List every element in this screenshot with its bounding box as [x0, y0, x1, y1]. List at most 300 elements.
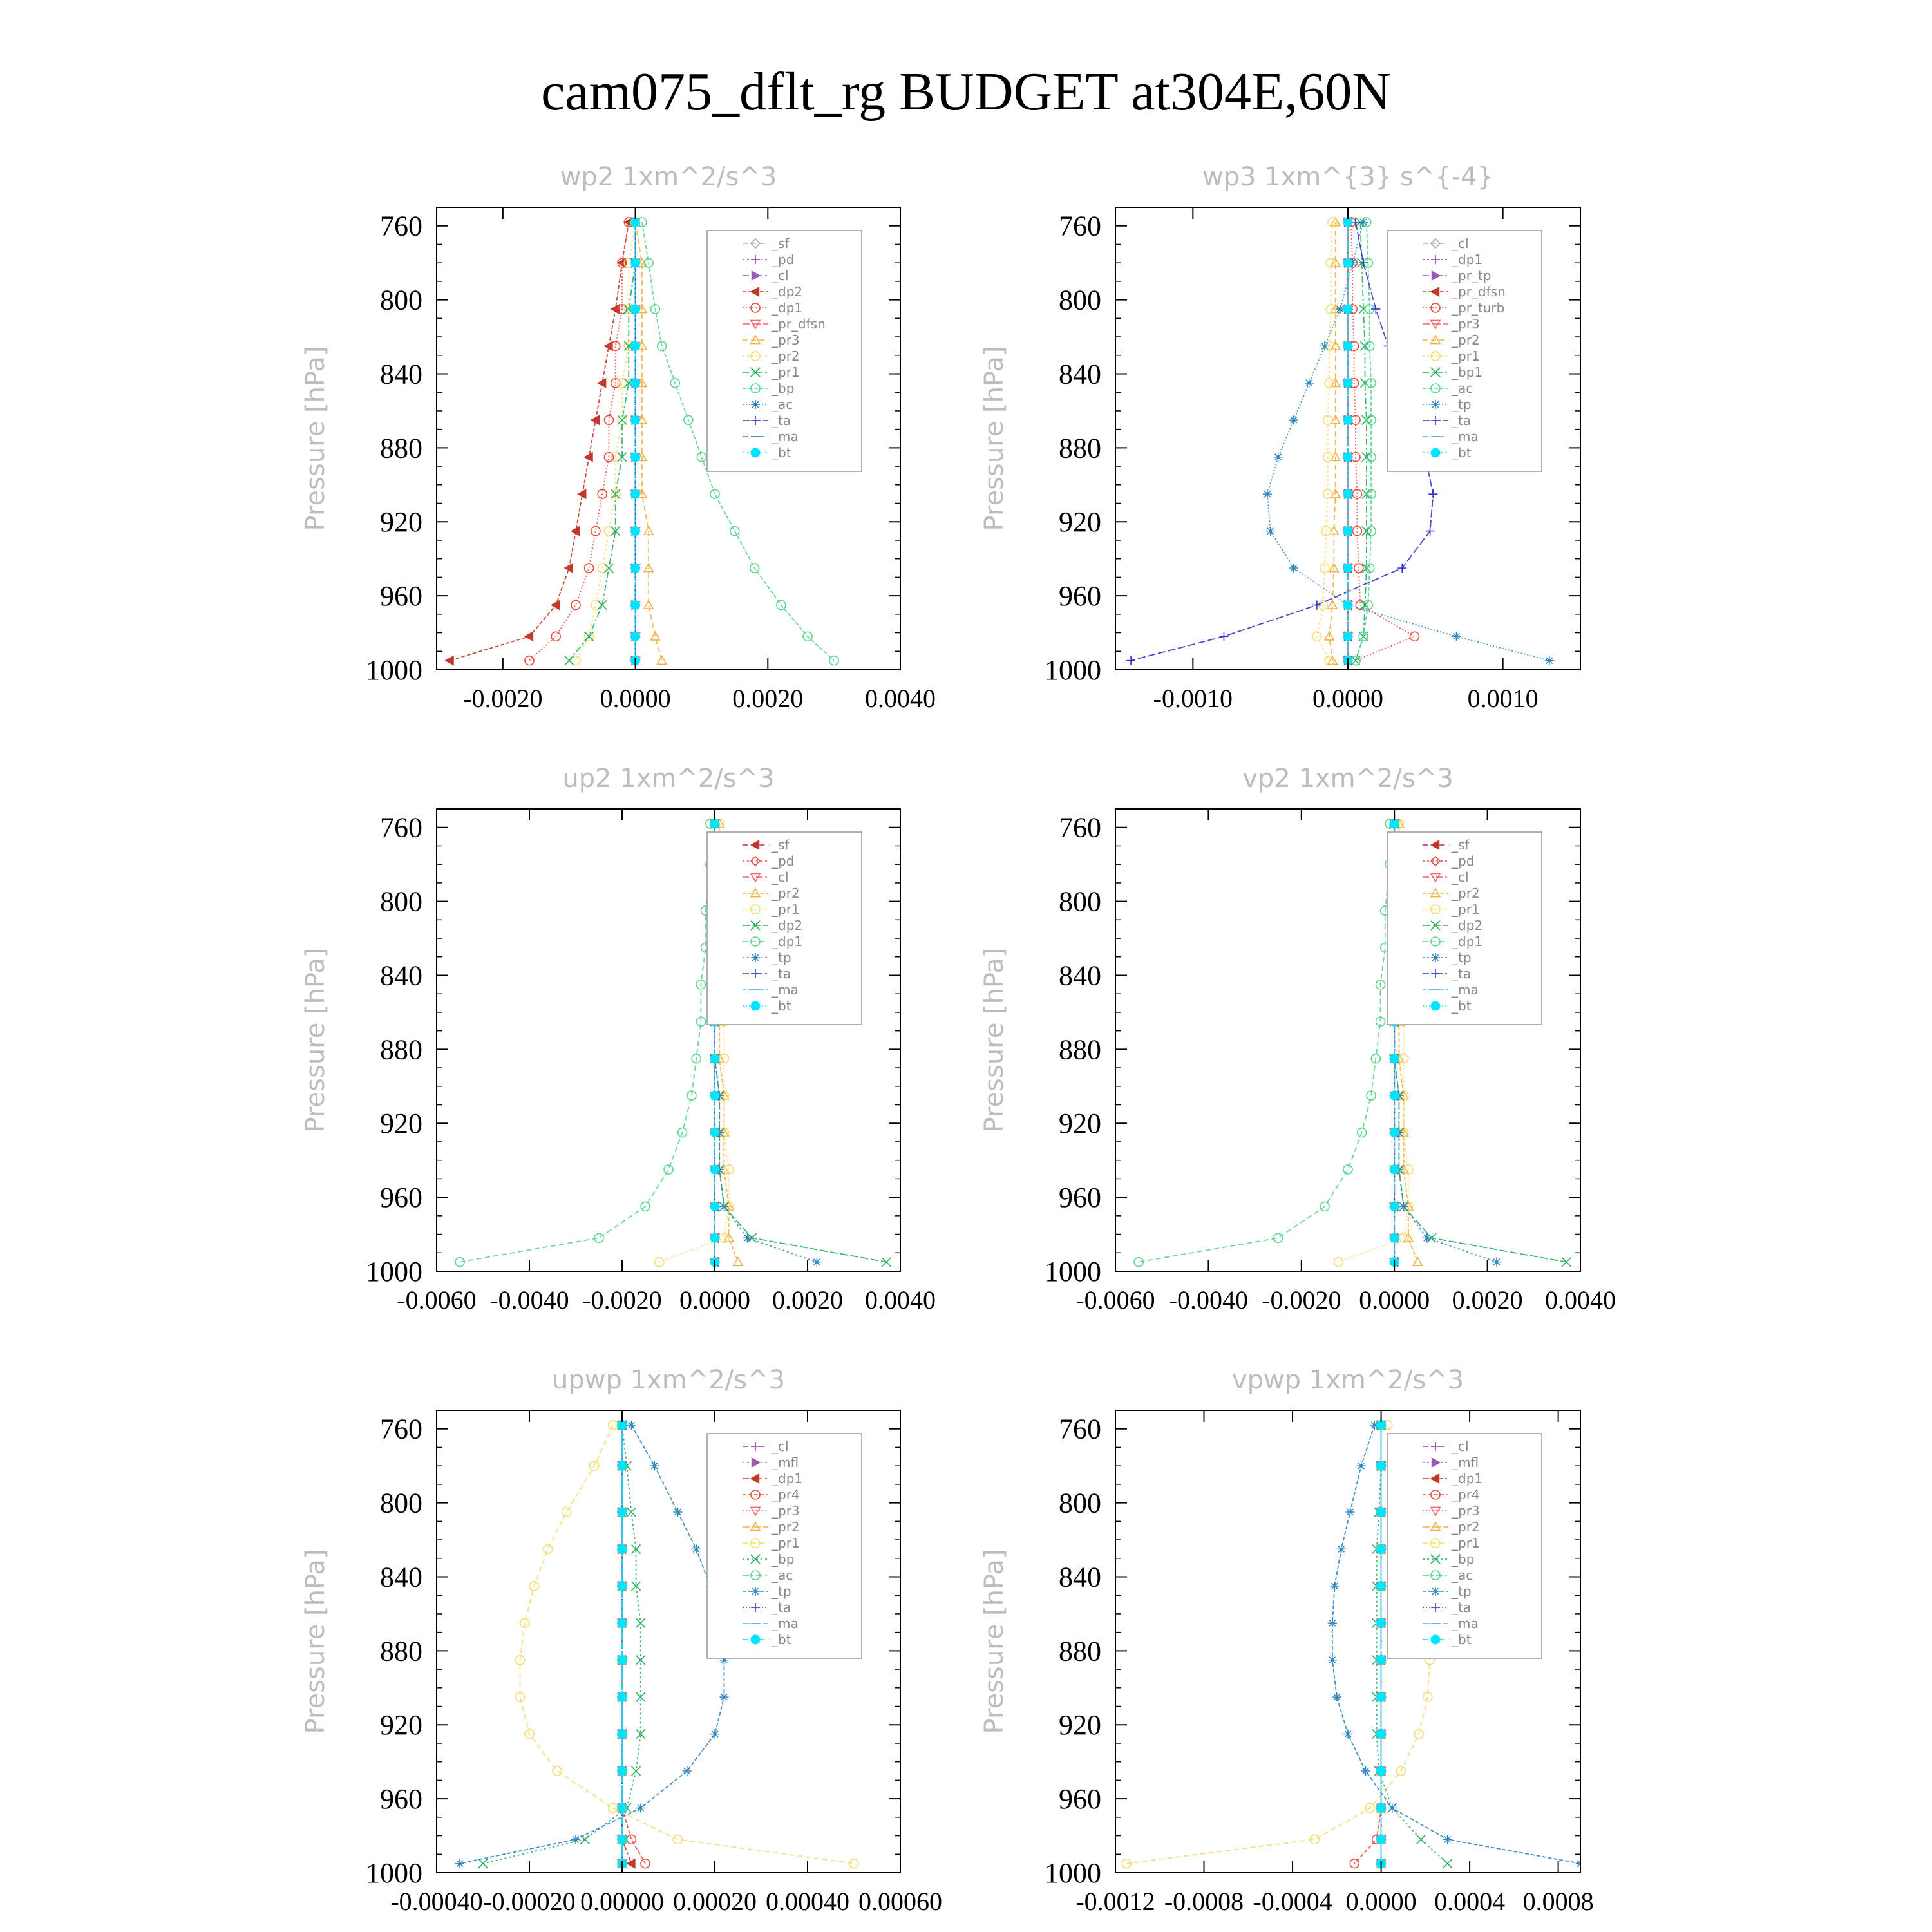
data-point-bt — [618, 1544, 627, 1553]
data-point-bt — [1390, 1091, 1399, 1100]
y-tick-label: 920 — [380, 1108, 422, 1140]
legend-label: _bt — [1452, 445, 1472, 460]
data-point-tp — [1443, 1835, 1452, 1844]
data-point-tp — [673, 1508, 682, 1517]
legend-label: _cl — [1452, 1439, 1469, 1454]
data-point-tp — [1274, 453, 1283, 462]
data-point-bt — [1343, 564, 1352, 573]
data-point-pr_turb — [1352, 527, 1361, 536]
legend-label: _pr4 — [1452, 1487, 1480, 1502]
legend-label: _pr2 — [1452, 332, 1480, 348]
x-tick-label: 0.00060 — [858, 1887, 942, 1916]
data-point-bt — [631, 218, 640, 227]
data-point-tp — [1343, 1730, 1352, 1739]
legend-label: _tp — [772, 1584, 791, 1599]
legend-label: _bp — [1452, 1551, 1475, 1567]
series-line-dp1 — [460, 824, 710, 1262]
y-tick-label: 840 — [1059, 1561, 1101, 1593]
panel-title: vpwp 1xm^2/s^3 — [1231, 1365, 1464, 1395]
data-point-tp — [1289, 564, 1298, 573]
x-tick-label: -0.00040 — [390, 1887, 483, 1916]
legend-marker-bt — [751, 448, 760, 457]
legend-label: _pr_dfsn — [772, 316, 826, 332]
data-point-pr1 — [565, 656, 574, 665]
data-point-bt — [710, 1091, 719, 1100]
data-point-tp — [627, 1421, 636, 1430]
data-point-bt — [1377, 1835, 1386, 1844]
x-tick-label: 0.0040 — [1545, 1285, 1616, 1314]
legend-marker-bt — [1431, 1001, 1440, 1010]
data-point-ta — [1126, 656, 1135, 665]
legend — [707, 1434, 862, 1658]
data-point-tp — [1492, 1258, 1501, 1267]
legend-label: _ma — [1452, 429, 1479, 444]
data-point-bt — [618, 1656, 627, 1665]
data-point-bt — [710, 1165, 719, 1174]
data-point-pr1 — [1334, 1258, 1343, 1267]
x-tick-label: -0.0012 — [1075, 1887, 1155, 1916]
data-point-bt — [710, 1233, 719, 1242]
data-point-bt — [1390, 1165, 1399, 1174]
data-point-pr4 — [1350, 1859, 1359, 1868]
data-point-dp1 — [591, 527, 600, 536]
data-point-pr4 — [641, 1859, 650, 1868]
data-point-bp — [478, 1859, 488, 1868]
series-line-pr2 — [1329, 222, 1336, 661]
data-point-bt — [1343, 453, 1352, 462]
data-point-bt — [710, 1054, 719, 1063]
panels-container — [301, 162, 1616, 1916]
y-tick-label: 960 — [1059, 1783, 1101, 1815]
y-tick-label: 800 — [380, 886, 422, 918]
series-line-pr2 — [576, 222, 636, 661]
y-tick-label: 960 — [1059, 580, 1101, 612]
legend-label: _dp2 — [772, 284, 803, 299]
y-tick-label: 880 — [1059, 432, 1101, 464]
legend-label: _bt — [772, 445, 791, 460]
legend-label: _bt — [772, 998, 791, 1014]
data-point-pr1 — [585, 632, 594, 641]
legend-label: _ma — [772, 982, 799, 998]
data-point-bt — [1390, 819, 1399, 828]
panel-title: upwp 1xm^2/s^3 — [552, 1365, 785, 1395]
legend-label: _sf — [772, 236, 790, 251]
data-point-bt — [631, 305, 640, 314]
data-point-bt — [1377, 1766, 1386, 1776]
x-tick-label: -0.0010 — [1153, 684, 1233, 713]
x-tick-label: 0.0010 — [1467, 684, 1539, 713]
x-tick-label: 0.0020 — [1452, 1285, 1523, 1314]
legend-label: _bp — [772, 381, 795, 396]
legend-marker-tp — [751, 1587, 760, 1596]
data-point-bt — [1377, 1421, 1386, 1430]
data-point-bt — [1390, 1202, 1399, 1211]
data-point-pr1 — [609, 1421, 618, 1430]
legend-label: _pr3 — [1452, 1503, 1480, 1519]
data-point-tp — [571, 1835, 580, 1844]
x-tick-label: -0.0020 — [463, 684, 543, 713]
legend-label: _sf — [1452, 837, 1470, 853]
legend-marker-tp — [1431, 400, 1440, 409]
legend-label: _bp1 — [1452, 365, 1483, 380]
y-axis-label: Pressure [hPa] — [301, 346, 330, 531]
data-point-tp — [1330, 1582, 1339, 1591]
legend-label: _pr_tp — [1452, 268, 1492, 283]
data-point-bt — [1343, 600, 1352, 609]
legend-label: _dp2 — [772, 918, 803, 933]
x-tick-label: 0.0020 — [772, 1285, 843, 1314]
y-tick-label: 1000 — [1045, 1857, 1101, 1889]
data-point-pr_turb — [1352, 489, 1361, 498]
data-point-bt — [1343, 632, 1352, 641]
y-tick-label: 800 — [380, 284, 422, 316]
data-point-pr2 — [1413, 1258, 1422, 1266]
data-point-dp2 — [882, 1258, 891, 1267]
data-point-tp — [1423, 1233, 1432, 1242]
legend-label: _ma — [772, 429, 799, 444]
data-point-tp — [692, 1544, 701, 1553]
legend-label: _dp1 — [1452, 252, 1483, 267]
legend-label: _bt — [1452, 1632, 1472, 1647]
data-point-bt — [1377, 1692, 1386, 1701]
legend-label: _ta — [772, 1600, 791, 1615]
data-point-tp — [1289, 415, 1298, 424]
x-tick-label: -0.0040 — [1168, 1285, 1249, 1314]
legend-label: _pr_turb — [1452, 300, 1505, 316]
data-point-bt — [631, 564, 640, 573]
legend-label: _bp — [772, 1551, 795, 1567]
data-point-bp — [1416, 1835, 1425, 1844]
legend-label: _cl — [772, 869, 789, 885]
data-point-bt — [618, 1421, 627, 1430]
x-tick-label: -0.0004 — [1253, 1887, 1332, 1916]
data-point-pr1 — [544, 1544, 553, 1553]
y-tick-label: 1000 — [366, 1256, 422, 1287]
data-point-bt — [618, 1803, 627, 1812]
x-tick-label: -0.0060 — [1075, 1285, 1155, 1314]
x-tick-label: 0.0004 — [1434, 1887, 1506, 1916]
series-line-pr1 — [1317, 222, 1332, 661]
data-point-tp — [1305, 379, 1314, 388]
legend-label: _pr3 — [772, 332, 800, 348]
legend-label: _pr4 — [772, 1487, 800, 1502]
series-line-dp1 — [1139, 824, 1390, 1262]
data-point-bt — [1377, 1656, 1386, 1665]
y-tick-label: 760 — [1059, 210, 1101, 242]
panel-title: vp2 1xm^2/s^3 — [1242, 764, 1454, 793]
legend-label: _ma — [772, 1616, 799, 1631]
legend — [707, 832, 862, 1025]
x-tick-label: -0.0008 — [1164, 1887, 1244, 1916]
data-point-ta — [1397, 564, 1406, 573]
data-point-bt — [1343, 218, 1352, 227]
y-tick-label: 880 — [1059, 1034, 1101, 1066]
legend — [1387, 1434, 1542, 1658]
data-point-bp — [697, 453, 706, 462]
data-point-bt — [1343, 415, 1352, 424]
data-point-bt — [618, 1766, 627, 1776]
data-point-bt — [618, 1508, 627, 1517]
y-tick-label: 1000 — [1045, 1256, 1101, 1287]
legend-label: _tp — [1452, 1584, 1472, 1599]
data-point-bt — [618, 1730, 627, 1739]
series-line-pr3 — [636, 222, 662, 661]
legend-label: _pr3 — [772, 1503, 800, 1519]
data-point-bt — [1377, 1803, 1386, 1812]
x-tick-label: 0.0000 — [1359, 1285, 1430, 1314]
legend-label: _dp1 — [772, 934, 803, 949]
legend-label: _dp1 — [772, 300, 803, 316]
data-point-dp2 — [565, 564, 573, 573]
data-point-bt — [618, 1461, 627, 1470]
legend — [707, 231, 862, 471]
y-tick-label: 880 — [380, 432, 422, 464]
data-point-pr1 — [562, 1508, 571, 1517]
data-point-tp — [1357, 1461, 1366, 1470]
y-tick-label: 800 — [1059, 1487, 1101, 1519]
y-tick-label: 960 — [380, 580, 422, 612]
data-point-bt — [1377, 1730, 1386, 1739]
x-tick-label: 0.0000 — [1312, 684, 1383, 713]
data-point-bt — [1377, 1544, 1386, 1553]
legend-marker-ac — [751, 400, 760, 409]
data-point-pr1 — [618, 415, 627, 424]
data-point-tp — [710, 1730, 719, 1739]
legend-label: _mfl — [1452, 1455, 1479, 1470]
y-tick-label: 840 — [380, 960, 422, 992]
data-point-bt — [618, 1835, 627, 1844]
y-tick-label: 840 — [1059, 358, 1101, 390]
data-point-pr2 — [734, 1258, 743, 1266]
x-tick-label: 0.0020 — [732, 684, 804, 713]
chart-panel-up2 — [301, 764, 936, 1314]
data-point-dp2 — [446, 656, 454, 665]
series-line-pr4 — [622, 1425, 645, 1864]
legend-label: _ta — [1452, 966, 1472, 981]
data-point-bt — [710, 1128, 719, 1137]
y-tick-label: 760 — [380, 210, 422, 242]
x-tick-label: 0.0008 — [1522, 1887, 1594, 1916]
legend-label: _pr2 — [772, 348, 800, 364]
chart-panel-vpwp — [980, 1365, 1594, 1916]
legend-label: _tp — [1452, 950, 1472, 965]
data-point-dp2 — [598, 379, 606, 388]
y-tick-label: 1000 — [366, 654, 422, 686]
series-line-dp2 — [450, 222, 629, 661]
data-point-dp1 — [585, 564, 594, 573]
data-point-bp — [636, 1618, 645, 1627]
data-point-bt — [1377, 1582, 1386, 1591]
legend-label: _ta — [1452, 1600, 1472, 1615]
y-tick-label: 840 — [1059, 960, 1101, 992]
legend-label: _sf — [772, 837, 790, 853]
data-point-bt — [1390, 1233, 1399, 1242]
legend-marker-tp — [1431, 953, 1440, 962]
data-point-pr_turb — [1410, 632, 1419, 641]
chart-panel-vp2 — [980, 764, 1616, 1314]
legend-label: _bt — [772, 1632, 791, 1647]
data-point-dp1 — [525, 656, 534, 665]
legend-label: _pr3 — [1452, 316, 1480, 332]
legend-label: _pr2 — [1452, 1519, 1480, 1535]
y-tick-label: 920 — [1059, 1108, 1101, 1140]
y-axis-label: Pressure [hPa] — [301, 947, 330, 1133]
legend-marker-bt — [751, 1001, 760, 1010]
x-tick-label: -0.0020 — [1262, 1285, 1341, 1314]
legend-label: _ac — [1452, 1567, 1473, 1583]
data-point-ta — [1219, 632, 1228, 641]
data-point-tp — [650, 1461, 659, 1470]
data-point-dp1 — [664, 1165, 673, 1174]
data-point-tp — [1332, 1692, 1341, 1701]
legend-label: _ta — [1452, 413, 1472, 428]
data-point-tp — [812, 1258, 821, 1267]
data-point-ta — [1428, 489, 1437, 498]
x-tick-label: 0.0040 — [865, 684, 936, 713]
data-point-pr1 — [553, 1766, 562, 1776]
y-tick-label: 800 — [380, 1487, 422, 1519]
legend — [1387, 832, 1542, 1025]
legend-label: _dp1 — [1452, 934, 1483, 949]
data-point-bt — [631, 489, 640, 498]
y-tick-label: 760 — [380, 1413, 422, 1445]
data-point-tp — [683, 1766, 692, 1776]
data-point-bt — [1377, 1618, 1386, 1627]
data-point-bt — [1343, 258, 1352, 267]
x-tick-label: 0.00040 — [766, 1887, 849, 1916]
data-point-bt — [1343, 489, 1352, 498]
y-tick-label: 880 — [380, 1635, 422, 1667]
legend-label: _ta — [772, 413, 791, 428]
data-point-bt — [1343, 341, 1352, 350]
y-tick-label: 960 — [1059, 1182, 1101, 1214]
legend-label: _pr_dfsn — [1452, 284, 1506, 299]
legend-label: _pr1 — [1452, 902, 1480, 917]
data-point-tp — [719, 1692, 728, 1701]
legend-label: _tp — [1452, 397, 1472, 412]
legend-label: _pr1 — [772, 365, 800, 380]
legend-label: _pr2 — [1452, 886, 1480, 901]
data-point-tp — [743, 1233, 752, 1242]
x-tick-label: -0.0020 — [582, 1285, 662, 1314]
data-point-bt — [1390, 1128, 1399, 1137]
x-tick-label: 0.00020 — [673, 1887, 757, 1916]
data-point-bt — [618, 1582, 627, 1591]
x-tick-label: 0.0040 — [865, 1285, 936, 1314]
x-tick-label: 0.0000 — [1345, 1887, 1417, 1916]
legend-marker-bt — [1431, 448, 1440, 457]
y-tick-label: 880 — [380, 1034, 422, 1066]
data-point-tp — [1328, 1618, 1337, 1627]
data-point-pr_turb — [1354, 564, 1363, 573]
data-point-bp — [1443, 1859, 1452, 1868]
legend-label: _dp1 — [1452, 1471, 1483, 1486]
data-point-tp — [1320, 341, 1329, 350]
legend-label: _pr1 — [1452, 1535, 1480, 1551]
legend-label: _pd — [772, 853, 795, 869]
legend-marker-bt — [751, 1635, 760, 1644]
data-point-tp — [455, 1859, 464, 1868]
y-axis-label: Pressure [hPa] — [980, 1549, 1009, 1734]
y-tick-label: 800 — [1059, 886, 1101, 918]
data-point-tp — [1545, 656, 1554, 665]
y-axis-label: Pressure [hPa] — [980, 346, 1009, 531]
data-point-bt — [618, 1692, 627, 1701]
data-point-tp — [1399, 1202, 1408, 1211]
chart-panel-wp3 — [980, 162, 1580, 713]
data-point-bt — [631, 632, 640, 641]
data-point-tp — [1328, 1656, 1337, 1665]
y-tick-label: 960 — [380, 1783, 422, 1815]
y-tick-label: 920 — [380, 1709, 422, 1741]
y-tick-label: 880 — [1059, 1635, 1101, 1667]
legend-label: _mfl — [772, 1455, 799, 1470]
data-point-bt — [1390, 1054, 1399, 1063]
data-point-bt — [631, 600, 640, 609]
panel-title: wp2 1xm^2/s^3 — [560, 162, 777, 192]
data-point-pr1 — [609, 1803, 618, 1812]
chart-panel-upwp — [301, 1365, 942, 1916]
y-tick-label: 960 — [380, 1182, 422, 1214]
data-point-bt — [1377, 1508, 1386, 1517]
data-point-bt — [631, 379, 640, 388]
panel-title: wp3 1xm^{3} s^{-4} — [1202, 162, 1494, 192]
data-point-pr1 — [604, 564, 613, 573]
data-point-tp — [1452, 632, 1461, 641]
legend-label: _pr2 — [772, 886, 800, 901]
legend-marker-bt — [1431, 1635, 1440, 1644]
data-point-tp — [1263, 489, 1272, 498]
data-point-dp1 — [627, 1859, 635, 1868]
data-point-bt — [710, 819, 719, 828]
y-tick-label: 920 — [1059, 1709, 1101, 1741]
y-tick-label: 840 — [380, 1561, 422, 1593]
legend-label: _pr1 — [1452, 348, 1480, 364]
legend-marker-tp — [1431, 1587, 1440, 1596]
data-point-tp — [636, 1803, 645, 1812]
y-tick-label: 760 — [1059, 811, 1101, 844]
legend-label: _dp2 — [1452, 918, 1483, 933]
data-point-dp2 — [525, 632, 533, 641]
legend-label: _cl — [772, 1439, 789, 1454]
legend-label: _bt — [1452, 998, 1472, 1014]
legend-label: _ta — [772, 966, 791, 981]
data-point-bt — [631, 341, 640, 350]
series-line-dp1 — [529, 222, 629, 661]
legend-label: _cl — [1452, 869, 1469, 885]
y-tick-label: 840 — [380, 358, 422, 390]
data-point-tp — [1361, 1766, 1370, 1776]
legend-label: _pd — [772, 252, 795, 267]
y-tick-label: 800 — [1059, 284, 1101, 316]
data-point-tp — [1266, 527, 1275, 536]
legend-label: _ac — [772, 397, 793, 412]
legend-label: _ac — [1452, 381, 1473, 396]
data-point-pr4 — [627, 1835, 636, 1844]
legend-label: _cl — [772, 268, 789, 283]
series-line-ac — [1356, 222, 1371, 661]
legend-label: _tp — [772, 950, 791, 965]
data-point-bt — [631, 453, 640, 462]
series-line-dp1 — [622, 1425, 631, 1864]
legend-label: _pr1 — [772, 902, 800, 917]
data-point-tp — [719, 1202, 728, 1211]
data-point-ta — [1359, 258, 1368, 267]
series-line-bp1 — [1356, 222, 1367, 661]
data-point-pr1 — [655, 1258, 664, 1267]
y-tick-label: 760 — [380, 811, 422, 844]
data-point-tp — [1359, 218, 1368, 227]
